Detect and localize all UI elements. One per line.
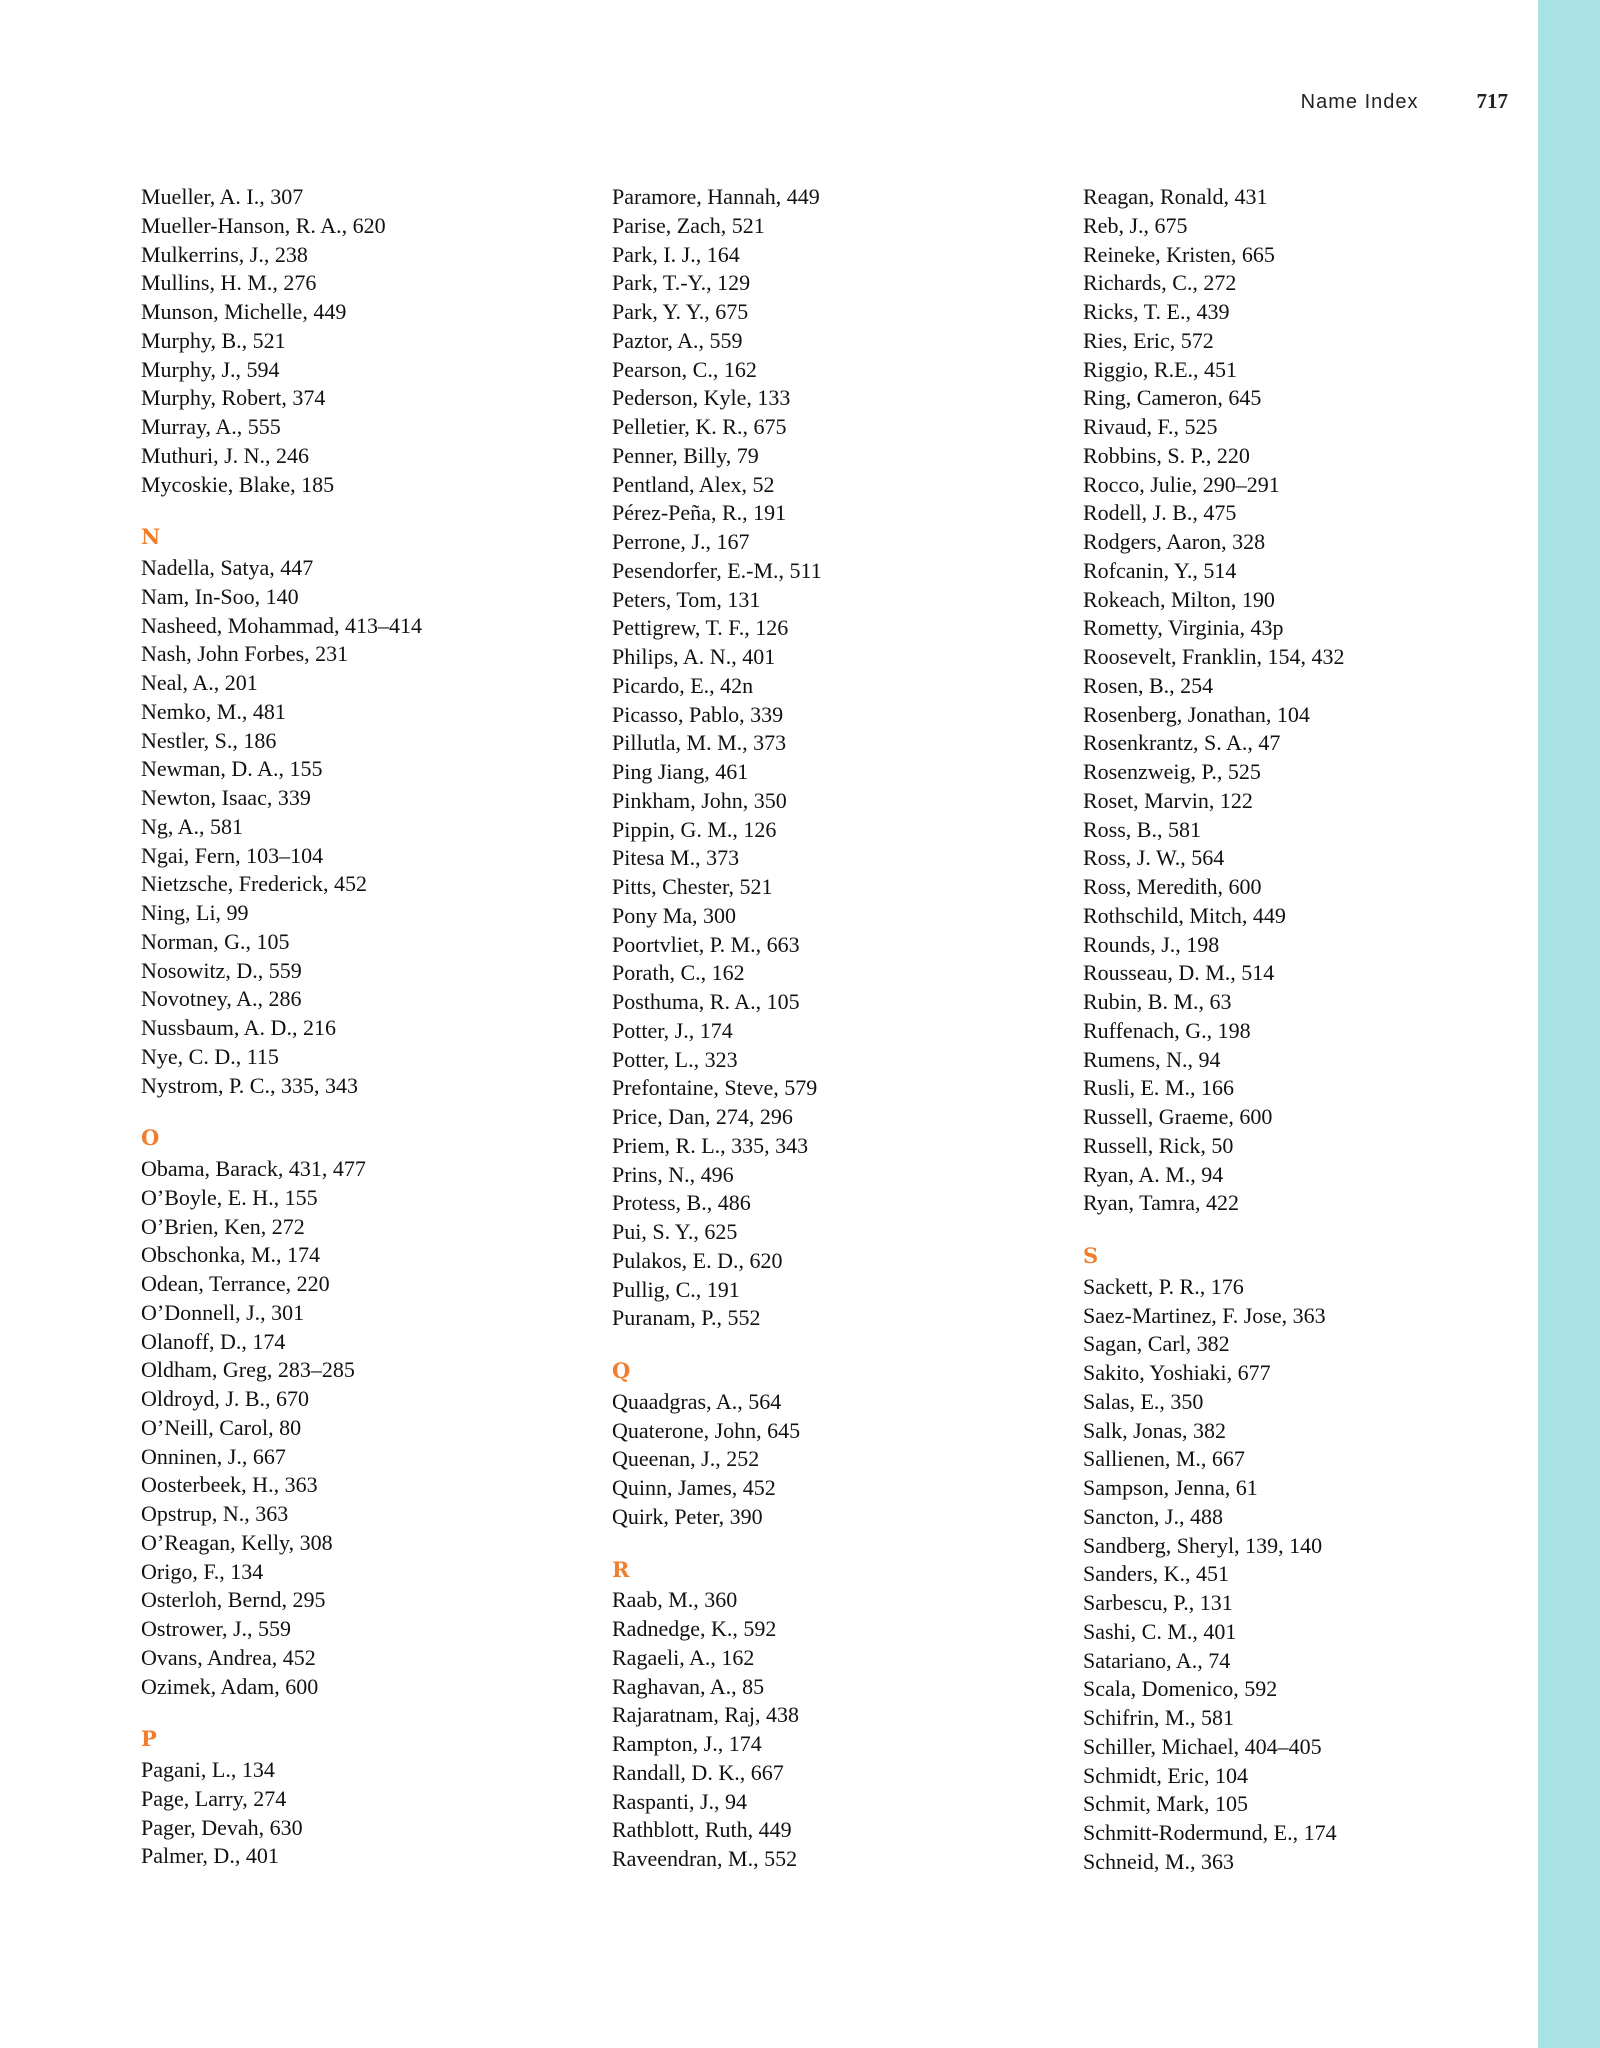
- index-entry: Pérez-Peña, R., 191: [612, 500, 787, 526]
- index-entry: Roset, Marvin, 122: [1083, 787, 1253, 813]
- index-entry: Sarbescu, P., 131: [1083, 1590, 1233, 1615]
- index-entry: Satariano, A., 74: [1083, 1647, 1231, 1673]
- index-entry: Picardo, E., 42n: [612, 672, 754, 698]
- index-entry: Murphy, J., 594: [141, 356, 280, 382]
- index-entry: Porath, C., 162: [612, 960, 745, 986]
- index-entry: Obama, Barack, 431, 477: [141, 1156, 366, 1181]
- index-entry: Quinn, James, 452: [612, 1475, 776, 1500]
- index-entry: Nosowitz, D., 559: [141, 957, 302, 983]
- index-entry: Oldham, Greg, 283–285: [141, 1357, 355, 1383]
- side-color-strip: [1538, 0, 1600, 2048]
- index-entry: Rampton, J., 174: [612, 1731, 762, 1756]
- index-entry: Puranam, P., 552: [612, 1305, 761, 1331]
- index-entry: Mulkerrins, J., 238: [141, 241, 308, 267]
- index-entry: O’Neill, Carol, 80: [141, 1414, 302, 1440]
- index-entry: Schiller, Michael, 404–405: [1083, 1733, 1322, 1759]
- index-entry: Pager, Devah, 630: [141, 1814, 303, 1840]
- index-entry: Pitts, Chester, 521: [612, 874, 773, 899]
- letter-heading: S: [1083, 1243, 1099, 1268]
- index-entry: Reineke, Kristen, 665: [1083, 241, 1275, 267]
- index-entry: Scala, Domenico, 592: [1083, 1676, 1278, 1702]
- index-entry: Schifrin, M., 581: [1083, 1705, 1234, 1730]
- index-entry: Protess, B., 486: [612, 1190, 751, 1216]
- index-entry: Rounds, J., 198: [1083, 931, 1220, 957]
- section-title: Name Index: [1300, 91, 1419, 113]
- index-entry: Sanders, K., 451: [1083, 1561, 1230, 1587]
- index-entry: Reb, J., 675: [1083, 212, 1188, 238]
- index-entry: Ross, Meredith, 600: [1083, 874, 1262, 899]
- index-entry: Picasso, Pablo, 339: [612, 701, 784, 727]
- index-entry: Rubin, B. M., 63: [1083, 989, 1232, 1014]
- index-entry: Raspanti, J., 94: [612, 1788, 748, 1814]
- index-entry: Mycoskie, Blake, 185: [141, 471, 335, 497]
- index-entry: Rosenkrantz, S. A., 47: [1083, 730, 1281, 756]
- index-entry: Ryan, Tamra, 422: [1083, 1190, 1240, 1216]
- index-entry: Park, T.-Y., 129: [612, 270, 751, 296]
- index-entry: Mueller-Hanson, R. A., 620: [141, 212, 386, 238]
- index-entry: Sampson, Jenna, 61: [1083, 1475, 1258, 1500]
- index-entry: Rusli, E. M., 166: [1083, 1075, 1234, 1101]
- index-entry: Parise, Zach, 521: [612, 212, 765, 238]
- index-entry: Ngai, Fern, 103–104: [141, 842, 324, 868]
- index-entry: Ross, J. W., 564: [1083, 845, 1225, 871]
- index-entry: Ragaeli, A., 162: [612, 1644, 755, 1670]
- index-entry: Quaterone, John, 645: [612, 1417, 801, 1443]
- index-entry: Ruffenach, G., 198: [1083, 1017, 1251, 1043]
- index-entry: Perrone, J., 167: [612, 529, 750, 554]
- index-entry: Reagan, Ronald, 431: [1083, 184, 1268, 209]
- index-entry: Murphy, B., 521: [141, 327, 286, 353]
- index-entry: Neal, A., 201: [141, 670, 258, 695]
- index-entry: Schneid, M., 363: [1083, 1848, 1234, 1874]
- index-entry: Posthuma, R. A., 105: [612, 989, 800, 1014]
- index-entry: Oosterbeek, H., 363: [141, 1472, 318, 1498]
- index-entry: Queenan, J., 252: [612, 1446, 760, 1472]
- index-entry: Osterloh, Bernd, 295: [141, 1587, 326, 1613]
- index-entry: Pettigrew, T. F., 126: [612, 615, 789, 641]
- index-entry: Nestler, S., 186: [141, 727, 277, 753]
- index-entry: Pearson, C., 162: [612, 356, 757, 382]
- index-entry: Rofcanin, Y., 514: [1083, 557, 1237, 583]
- index-entry: Rajaratnam, Raj, 438: [612, 1702, 799, 1728]
- index-entry: Pippin, G. M., 126: [612, 816, 777, 842]
- index-entry: Schmidt, Eric, 104: [1083, 1762, 1248, 1788]
- index-entry: Philips, A. N., 401: [612, 644, 776, 669]
- index-entry: Nye, C. D., 115: [141, 1043, 279, 1069]
- index-entry: Ries, Eric, 572: [1083, 327, 1214, 353]
- index-entry: Riggio, R.E., 451: [1083, 356, 1238, 382]
- index-entry: Origo, F., 134: [141, 1558, 264, 1584]
- index-entry: Peters, Tom, 131: [612, 586, 761, 612]
- index-entry: Rathblott, Ruth, 449: [612, 1817, 792, 1843]
- index-entry: Rousseau, D. M., 514: [1083, 960, 1275, 986]
- index-entry: Raab, M., 360: [612, 1587, 738, 1613]
- index-entry: Priem, R. L., 335, 343: [612, 1132, 809, 1158]
- index-entry: Palmer, D., 401: [141, 1843, 279, 1869]
- index-entry: Penner, Billy, 79: [612, 442, 759, 468]
- index-entry: Nystrom, P. C., 335, 343: [141, 1072, 358, 1098]
- index-entry: Pederson, Kyle, 133: [612, 385, 791, 411]
- page-number: 717: [1476, 89, 1508, 113]
- index-entry: Newton, Isaac, 339: [141, 785, 311, 810]
- letter-heading: P: [141, 1726, 157, 1752]
- index-entry: Nietzsche, Frederick, 452: [141, 871, 368, 897]
- index-entry: Nash, John Forbes, 231: [141, 641, 349, 667]
- index-entry: O’Brien, Ken, 272: [141, 1213, 305, 1239]
- index-entry: Sandberg, Sheryl, 139, 140: [1083, 1532, 1323, 1558]
- index-entry: Novotney, A., 286: [141, 986, 302, 1012]
- index-entry: Prins, N., 496: [612, 1161, 734, 1187]
- index-entry: Rothschild, Mitch, 449: [1083, 902, 1286, 928]
- index-entry: Rodell, J. B., 475: [1083, 500, 1237, 526]
- index-entry: Pagani, L., 134: [141, 1757, 275, 1782]
- index-entry: Ring, Cameron, 645: [1083, 385, 1262, 411]
- letter-heading: Q: [612, 1358, 631, 1383]
- letter-heading: O: [141, 1125, 160, 1151]
- index-entry: Sancton, J., 488: [1083, 1503, 1223, 1529]
- index-entry: Roosevelt, Franklin, 154, 432: [1083, 644, 1345, 669]
- index-entry: Prefontaine, Steve, 579: [612, 1075, 818, 1101]
- index-entry: Odean, Terrance, 220: [141, 1271, 330, 1296]
- index-entry: Oldroyd, J. B., 670: [141, 1386, 310, 1411]
- index-entry: Park, I. J., 164: [612, 241, 740, 267]
- index-entry: Nussbaum, A. D., 216: [141, 1015, 336, 1040]
- index-entry: Sallienen, M., 667: [1083, 1446, 1245, 1472]
- index-entry: Obschonka, M., 174: [141, 1242, 321, 1268]
- index-entry: Poortvliet, P. M., 663: [612, 931, 800, 957]
- index-entry: Schmitt-Rodermund, E., 174: [1083, 1820, 1337, 1845]
- index-entry: Raveendran, M., 552: [612, 1846, 798, 1871]
- index-entry: Rumens, N., 94: [1083, 1046, 1221, 1072]
- index-entry: Murray, A., 555: [141, 414, 281, 439]
- index-entry: Park, Y. Y., 675: [612, 299, 749, 324]
- index-entry: Rosenzweig, P., 525: [1083, 759, 1261, 784]
- index-entry: Rometty, Virginia, 43p: [1083, 615, 1284, 641]
- running-header: [1301, 89, 1508, 114]
- index-entry: Russell, Rick, 50: [1083, 1132, 1234, 1158]
- index-entry: Ricks, T. E., 439: [1083, 299, 1230, 324]
- index-entry: Price, Dan, 274, 296: [612, 1104, 793, 1129]
- letter-heading: N: [141, 524, 161, 550]
- index-entry: Salas, E., 350: [1083, 1388, 1204, 1414]
- index-entry: Ng, A., 581: [141, 813, 244, 839]
- index-entry: Newman, D. A., 155: [141, 756, 323, 782]
- index-column-3: [1083, 183, 1523, 1877]
- index-entry: Sagan, Carl, 382: [1083, 1331, 1230, 1357]
- index-entry: Sackett, P. R., 176: [1083, 1273, 1244, 1299]
- index-entry: O’Reagan, Kelly, 308: [141, 1529, 333, 1555]
- index-entry: Mueller, A. I., 307: [141, 184, 304, 209]
- index-entry: Pillutla, M. M., 373: [612, 730, 787, 756]
- index-entry: Olanoff, D., 174: [141, 1328, 286, 1354]
- index-entry: Norman, G., 105: [141, 928, 290, 954]
- index-entry: Quaadgras, A., 564: [612, 1388, 782, 1414]
- index-entry: Robbins, S. P., 220: [1083, 442, 1250, 468]
- index-entry: Nasheed, Mohammad, 413–414: [141, 612, 423, 638]
- index-entry: Ozimek, Adam, 600: [141, 1673, 319, 1699]
- index-entry: Pinkham, John, 350: [612, 787, 787, 813]
- index-entry: Sakito, Yoshiaki, 677: [1083, 1360, 1271, 1385]
- index-entry: Radnedge, K., 592: [612, 1616, 777, 1641]
- index-entry: Ross, B., 581: [1083, 816, 1201, 842]
- index-entry: Paztor, A., 559: [612, 327, 743, 353]
- index-entry: Rivaud, F., 525: [1083, 414, 1218, 439]
- index-entry: Munson, Michelle, 449: [141, 299, 347, 324]
- index-entry: Rodgers, Aaron, 328: [1083, 529, 1266, 554]
- index-entry: Richards, C., 272: [1083, 270, 1237, 296]
- index-entry: Ryan, A. M., 94: [1083, 1161, 1224, 1187]
- index-entry: Nam, In-Soo, 140: [141, 583, 299, 609]
- index-entry: Paramore, Hannah, 449: [612, 184, 820, 209]
- index-entry: Rosen, B., 254: [1083, 672, 1214, 698]
- index-entry: Randall, D. K., 667: [612, 1759, 784, 1785]
- index-entry: Pulakos, E. D., 620: [612, 1247, 783, 1273]
- index-entry: Nemko, M., 481: [141, 698, 286, 724]
- index-entry: Potter, J., 174: [612, 1017, 733, 1043]
- index-entry: Ning, Li, 99: [141, 900, 249, 925]
- index-entry: Russell, Graeme, 600: [1083, 1104, 1273, 1129]
- index-entry: Nadella, Satya, 447: [141, 555, 314, 580]
- index-entry: Mullins, H. M., 276: [141, 270, 317, 296]
- index-entry: Pui, S. Y., 625: [612, 1219, 738, 1244]
- index-entry: O’Boyle, E. H., 155: [141, 1184, 318, 1210]
- index-entry: Salk, Jonas, 382: [1083, 1417, 1226, 1443]
- index-entry: Pesendorfer, E.-M., 511: [612, 557, 822, 583]
- index-entry: Pitesa M., 373: [612, 845, 740, 871]
- index-entry: Ovans, Andrea, 452: [141, 1644, 316, 1670]
- index-column-1: [141, 183, 581, 1871]
- index-entry: Muthuri, J. N., 246: [141, 442, 310, 468]
- index-entry: O’Donnell, J., 301: [141, 1299, 305, 1325]
- index-entry: Ostrower, J., 559: [141, 1616, 292, 1641]
- index-entry: Opstrup, N., 363: [141, 1501, 289, 1526]
- index-entry: Murphy, Robert, 374: [141, 385, 326, 411]
- index-entry: Rosenberg, Jonathan, 104: [1083, 701, 1310, 727]
- index-entry: Rokeach, Milton, 190: [1083, 586, 1275, 612]
- index-entry: Pelletier, K. R., 675: [612, 414, 787, 439]
- index-entry: Pentland, Alex, 52: [612, 471, 775, 497]
- index-entry: Ping Jiang, 461: [612, 759, 749, 784]
- index-entry: Pony Ma, 300: [612, 902, 737, 928]
- index-entry: Quirk, Peter, 390: [612, 1503, 763, 1529]
- index-entry: Page, Larry, 274: [141, 1785, 287, 1811]
- index-column-2: [612, 183, 1052, 1874]
- index-entry: Schmit, Mark, 105: [1083, 1791, 1248, 1817]
- index-entry: Rocco, Julie, 290–291: [1083, 471, 1280, 497]
- letter-heading: R: [612, 1556, 630, 1582]
- index-entry: Onninen, J., 667: [141, 1443, 286, 1469]
- index-entry: Sashi, C. M., 401: [1083, 1618, 1237, 1644]
- index-entry: Potter, L., 323: [612, 1046, 738, 1072]
- index-entry: Saez-Martinez, F. Jose, 363: [1083, 1302, 1326, 1328]
- index-entry: Raghavan, A., 85: [612, 1673, 765, 1699]
- index-entry: Pullig, C., 191: [612, 1276, 740, 1302]
